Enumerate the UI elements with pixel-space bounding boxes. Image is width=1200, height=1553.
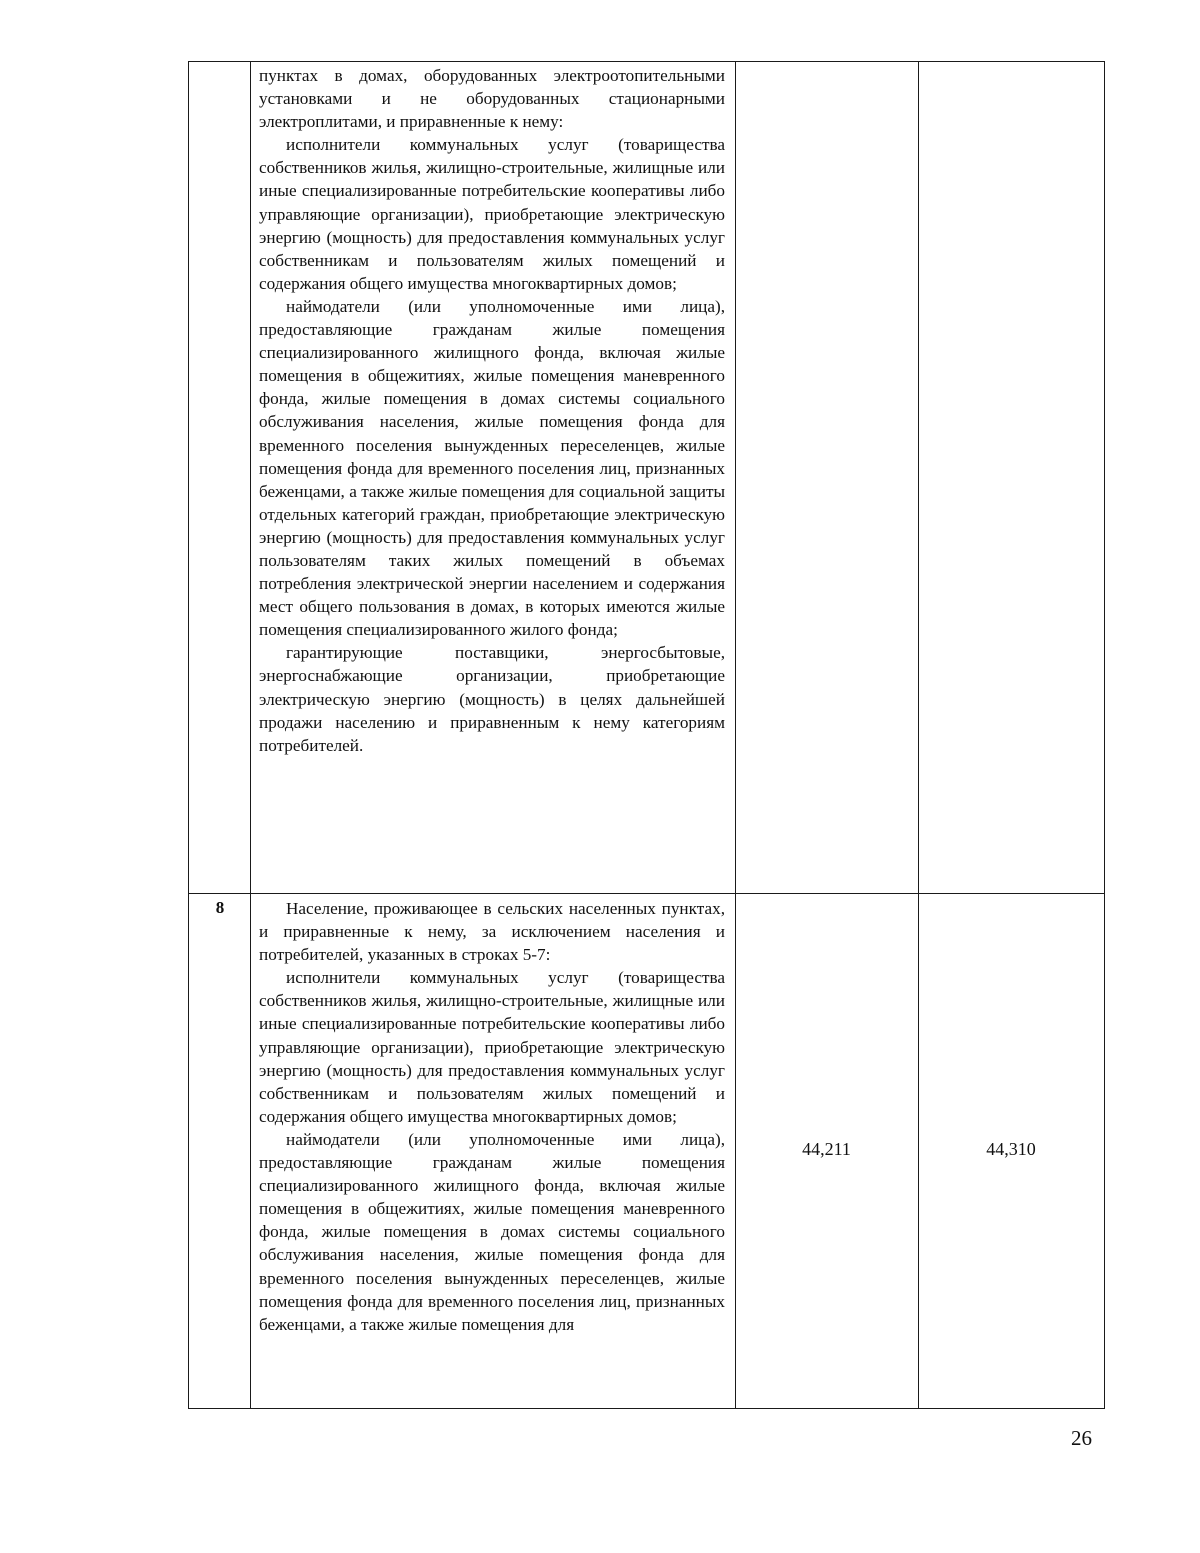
tariff-table — [188, 61, 1105, 1409]
tariff-value-first-half: 44,211 — [802, 1139, 851, 1159]
row-divider — [189, 893, 1104, 894]
paragraph: наймодатели (или уполномоченные ими лица), предоставляющие гражданам жилые помещения специализированного жилищного фонда, включая жилые помещения в общежитиях, жилые помещения маневренного фонда, жилые помещения в домах системы социального обслуживания населения, жилые помещения фонда для временного поселения вынужденных переселенцев, жилые помещения фонда для временного поселения лиц, признанных беженцами, а также жилые помещения для социальной защиты отдельных категорий граждан, приобретающие электрическую энергию (мощность) для предоставления коммунальных услуг пользователям таких жилых помещений в объемах потребления электрической энергии населением и содержания мест общего пользования в домах, в которых имеются жилые помещения специализированного жилого фонда; — [259, 296, 725, 640]
column-divider — [250, 62, 251, 1408]
tariff-value-second-half: 44,310 — [986, 1139, 1036, 1159]
column-divider — [735, 62, 736, 1408]
column-divider — [918, 62, 919, 1408]
row-number: 8 — [215, 898, 225, 917]
page-number: 26 — [1071, 1426, 1092, 1450]
paragraph: наймодатели (или уполномоченные ими лица), предоставляющие гражданам жилые помещения специализированного жилищного фонда, включая жилые помещения в общежитиях, жилые помещения маневренного фонда, жилые помещения в домах системы социального обслуживания населения, жилые помещения фонда для временного поселения вынужденных переселенцев, жилые помещения фонда для временного поселения лиц, признанных беженцами, а также жилые помещения для — [259, 1129, 725, 1334]
paragraph: пунктах в домах, оборудованных электроотопительными установками и не оборудованных стационарными электроплитами, и приравненные к нему: — [259, 66, 725, 132]
paragraph: исполнители коммунальных услуг (товарищества собственников жилья, жилищно-строительные, жилищные или иные специализированные потребительские кооперативы либо управляющие организации), приобретающие электрическую энергию (мощность) для предоставления коммунальных услуг собственникам и пользователям жилых помещений и содержания общего имущества многоквартирных домов; — [259, 135, 725, 293]
row-8-description — [259, 897, 725, 1336]
row-continuation-description — [259, 64, 725, 757]
paragraph: гарантирующие поставщики, энергосбытовые, энергоснабжающие организации, приобретающие электрическую энергию (мощность) в целях дальнейшей продажи населению и приравненным к нему категориям потребителей. — [259, 643, 725, 755]
paragraph: Население, проживающее в сельских населенных пунктах, и приравненные к нему, за исключением населения и потребителей, указанных в строках 5-7: — [259, 899, 725, 965]
paragraph: исполнители коммунальных услуг (товарищества собственников жилья, жилищно-строительные, жилищные или иные специализированные потребительские кооперативы либо управляющие организации), приобретающие электрическую энергию (мощность) для предоставления коммунальных услуг собственникам и пользователям жилых помещений и содержания общего имущества многоквартирных домов; — [259, 968, 725, 1126]
